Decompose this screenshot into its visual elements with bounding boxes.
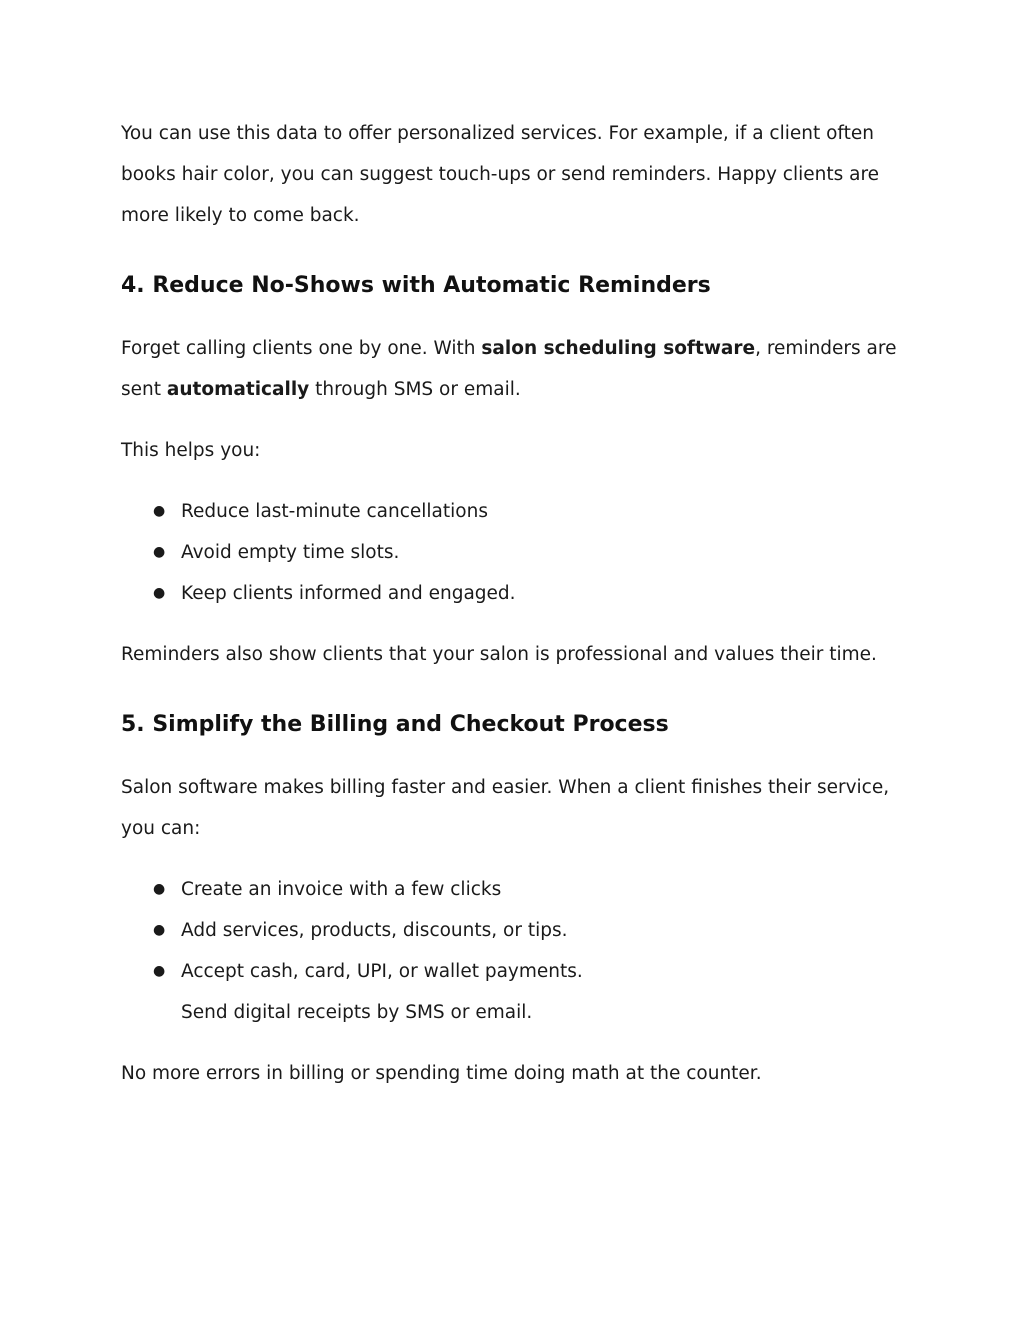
section-4-heading: 4. Reduce No-Shows with Automatic Reminders (121, 273, 711, 298)
section-5-closing: No more errors in billing or spending time doing math at the counter. (121, 1063, 762, 1084)
text-run: , reminders are sent (121, 338, 897, 400)
page-content (121, 113, 911, 1094)
section-5-intro: Salon software makes billing faster and easier. When a client finishes their service, you can: (121, 777, 890, 839)
section-5-heading: 5. Simplify the Billing and Checkout Process (121, 712, 669, 737)
intro-paragraph: You can use this data to offer personalized services. For example, if a client often books hair color, you can suggest touch-ups or send reminders. Happy clients are more likely to come back. (121, 123, 880, 226)
list-item (121, 573, 911, 614)
text-run: Forget calling clients one by one. With (121, 338, 482, 359)
list-item-text: Create an invoice with a few clicks (181, 879, 502, 900)
list-item-text: Avoid empty time slots. (181, 542, 400, 563)
section-4-closing: Reminders also show clients that your salon is professional and values their time. (121, 644, 877, 665)
bullet-icon: ● (153, 922, 166, 938)
bold-term-automatically: automatically (166, 379, 310, 400)
bullet-icon: ● (153, 963, 166, 979)
bold-term-salon-scheduling-software: salon scheduling software (481, 338, 756, 359)
list-item-text: Send digital receipts by SMS or email. (181, 1002, 533, 1023)
text-run: through SMS or email. (309, 379, 521, 400)
helps-label: This helps you: (121, 440, 261, 461)
list-item-continuation (121, 992, 911, 1033)
list-item (121, 491, 911, 532)
bullet-icon: ● (153, 881, 166, 897)
list-item-text: Keep clients informed and engaged. (181, 583, 516, 604)
list-item (121, 869, 911, 910)
section-4-bullet-list (121, 491, 911, 614)
list-item (121, 532, 911, 573)
bullet-icon: ● (153, 503, 166, 519)
list-item (121, 910, 911, 951)
bullet-icon: ● (153, 585, 166, 601)
list-item (121, 951, 911, 992)
list-item-text: Add services, products, discounts, or tips. (181, 920, 568, 941)
list-item-text: Reduce last-minute cancellations (181, 501, 488, 522)
list-item-text: Accept cash, card, UPI, or wallet payments. (181, 961, 583, 982)
bullet-icon: ● (153, 544, 166, 560)
section-4-paragraph (121, 328, 911, 410)
section-5-bullet-list (121, 869, 911, 1033)
